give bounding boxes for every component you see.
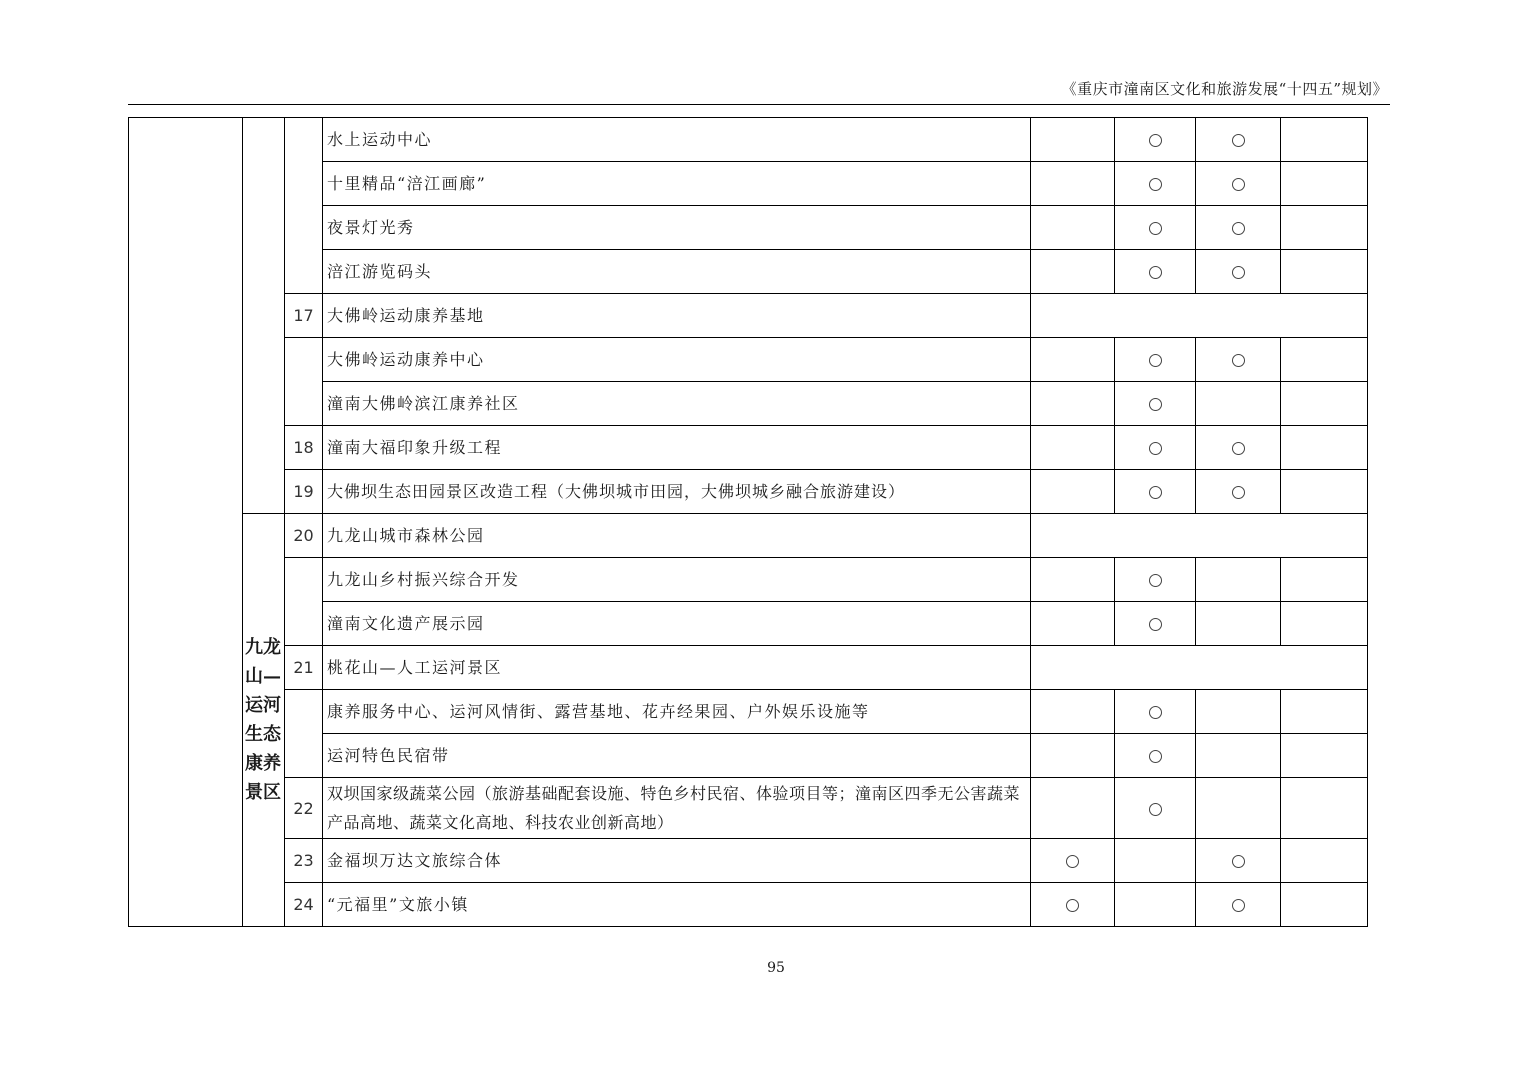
mark-cell <box>1281 426 1368 470</box>
mark-cell <box>1115 558 1196 602</box>
mark-cell <box>1196 382 1281 426</box>
table-row <box>129 118 1368 162</box>
table-row <box>129 470 1368 514</box>
project-name: 潼南大福印象升级工程 <box>323 426 1031 470</box>
mark-cell <box>1115 883 1196 927</box>
table-row <box>129 690 1368 734</box>
circle-mark <box>1232 354 1245 367</box>
project-name: 潼南大佛岭滨江康养社区 <box>323 382 1031 426</box>
mark-cell <box>1115 162 1196 206</box>
page-number: 95 <box>767 960 785 976</box>
project-name: 康养服务中心、运河风情街、露营基地、花卉经果园、户外娱乐设施等 <box>323 690 1031 734</box>
mark-cell <box>1281 470 1368 514</box>
circle-mark <box>1149 486 1162 499</box>
category-cell-upper <box>243 118 285 514</box>
mark-cell <box>1196 162 1281 206</box>
table-row <box>129 294 1368 338</box>
mark-cell <box>1281 839 1368 883</box>
row-number: 18 <box>285 426 323 470</box>
row-number: 24 <box>285 883 323 927</box>
mark-cell <box>1115 118 1196 162</box>
mark-cell <box>1031 162 1115 206</box>
circle-mark <box>1232 442 1245 455</box>
table-row <box>129 646 1368 690</box>
project-name: 九龙山乡村振兴综合开发 <box>323 558 1031 602</box>
mark-cell <box>1281 118 1368 162</box>
project-name: 桃花山—人工运河景区 <box>323 646 1031 690</box>
project-name: 大佛坝生态田园景区改造工程（大佛坝城市田园，大佛坝城乡融合旅游建设） <box>323 470 1031 514</box>
row-number: 22 <box>285 778 323 839</box>
table-row <box>129 839 1368 883</box>
mark-cell <box>1196 338 1281 382</box>
mark-cell <box>1281 382 1368 426</box>
mark-cell <box>1196 470 1281 514</box>
row-number <box>285 338 323 426</box>
mark-cell <box>1115 690 1196 734</box>
circle-mark <box>1149 618 1162 631</box>
project-name: 大佛岭运动康养中心 <box>323 338 1031 382</box>
mark-cell <box>1031 778 1115 839</box>
project-name: 水上运动中心 <box>323 118 1031 162</box>
mark-cell <box>1281 162 1368 206</box>
project-name: 涪江游览码头 <box>323 250 1031 294</box>
mark-cell <box>1281 778 1368 839</box>
project-name: 运河特色民宿带 <box>323 734 1031 778</box>
mark-cell <box>1196 426 1281 470</box>
mark-cell <box>1281 690 1368 734</box>
mark-cell <box>1031 250 1115 294</box>
mark-cell <box>1115 734 1196 778</box>
mark-cell <box>1196 839 1281 883</box>
mark-cell <box>1281 734 1368 778</box>
row-number <box>285 690 323 778</box>
circle-mark <box>1066 899 1079 912</box>
mark-cell <box>1196 690 1281 734</box>
row-number: 20 <box>285 514 323 558</box>
table-row <box>129 778 1368 839</box>
page-header <box>128 76 1390 105</box>
mark-cell <box>1031 602 1115 646</box>
project-name: “元福里”文旅小镇 <box>323 883 1031 927</box>
circle-mark <box>1232 134 1245 147</box>
table-row <box>129 338 1368 382</box>
mark-cell <box>1196 558 1281 602</box>
circle-mark <box>1149 134 1162 147</box>
project-name: 十里精品“涪江画廊” <box>323 162 1031 206</box>
project-name: 潼南文化遗产展示园 <box>323 602 1031 646</box>
project-name: 大佛岭运动康养基地 <box>323 294 1031 338</box>
mark-cell <box>1031 690 1115 734</box>
mark-cell <box>1031 382 1115 426</box>
merged-empty-cell <box>1031 514 1368 558</box>
mark-cell <box>1031 883 1115 927</box>
circle-mark <box>1232 178 1245 191</box>
mark-cell <box>1281 206 1368 250</box>
circle-mark <box>1149 178 1162 191</box>
mark-cell <box>1031 558 1115 602</box>
row-number: 23 <box>285 839 323 883</box>
mark-cell <box>1031 470 1115 514</box>
mark-cell <box>1031 118 1115 162</box>
header-title: 《重庆市潼南区文化和旅游发展“十四五”规划》 <box>1061 80 1388 98</box>
circle-mark <box>1149 574 1162 587</box>
mark-cell <box>1281 250 1368 294</box>
region-cell <box>129 118 243 927</box>
mark-cell <box>1115 778 1196 839</box>
row-number <box>285 558 323 646</box>
project-name: 双坝国家级蔬菜公园（旅游基础配套设施、特色乡村民宿、体验项目等；潼南区四季无公害蔬菜产品高地、蔬菜文化高地、科技农业创新高地） <box>323 778 1031 839</box>
mark-cell <box>1196 734 1281 778</box>
project-name: 夜景灯光秀 <box>323 206 1031 250</box>
circle-mark <box>1232 266 1245 279</box>
mark-cell <box>1196 778 1281 839</box>
circle-mark <box>1232 486 1245 499</box>
circle-mark <box>1149 222 1162 235</box>
circle-mark <box>1149 706 1162 719</box>
mark-cell <box>1031 839 1115 883</box>
row-number: 17 <box>285 294 323 338</box>
category-label: 九龙山—运河生态康养景区 <box>243 514 285 927</box>
mark-cell <box>1115 338 1196 382</box>
mark-cell <box>1196 883 1281 927</box>
mark-cell <box>1115 470 1196 514</box>
circle-mark <box>1149 266 1162 279</box>
mark-cell <box>1031 338 1115 382</box>
mark-cell <box>1031 426 1115 470</box>
project-table <box>128 117 1368 927</box>
circle-mark <box>1232 855 1245 868</box>
row-number: 19 <box>285 470 323 514</box>
table-row <box>129 883 1368 927</box>
circle-mark <box>1149 398 1162 411</box>
mark-cell <box>1281 883 1368 927</box>
mark-cell <box>1281 602 1368 646</box>
mark-cell <box>1281 338 1368 382</box>
mark-cell <box>1115 382 1196 426</box>
circle-mark <box>1066 855 1079 868</box>
mark-cell <box>1031 206 1115 250</box>
circle-mark <box>1149 442 1162 455</box>
row-number <box>285 118 323 294</box>
mark-cell <box>1115 839 1196 883</box>
mark-cell <box>1115 250 1196 294</box>
circle-mark <box>1232 899 1245 912</box>
mark-cell <box>1196 118 1281 162</box>
mark-cell <box>1196 602 1281 646</box>
circle-mark <box>1149 354 1162 367</box>
mark-cell <box>1196 250 1281 294</box>
circle-mark <box>1149 750 1162 763</box>
project-name: 金福坝万达文旅综合体 <box>323 839 1031 883</box>
mark-cell <box>1031 734 1115 778</box>
row-number: 21 <box>285 646 323 690</box>
mark-cell <box>1115 426 1196 470</box>
table-row <box>129 426 1368 470</box>
mark-cell <box>1115 602 1196 646</box>
mark-cell <box>1115 206 1196 250</box>
project-name: 九龙山城市森林公园 <box>323 514 1031 558</box>
mark-cell <box>1196 206 1281 250</box>
mark-cell <box>1281 558 1368 602</box>
merged-empty-cell <box>1031 294 1368 338</box>
circle-mark <box>1149 803 1162 816</box>
circle-mark <box>1232 222 1245 235</box>
table-row <box>129 558 1368 602</box>
table-row <box>129 514 1368 558</box>
merged-empty-cell <box>1031 646 1368 690</box>
